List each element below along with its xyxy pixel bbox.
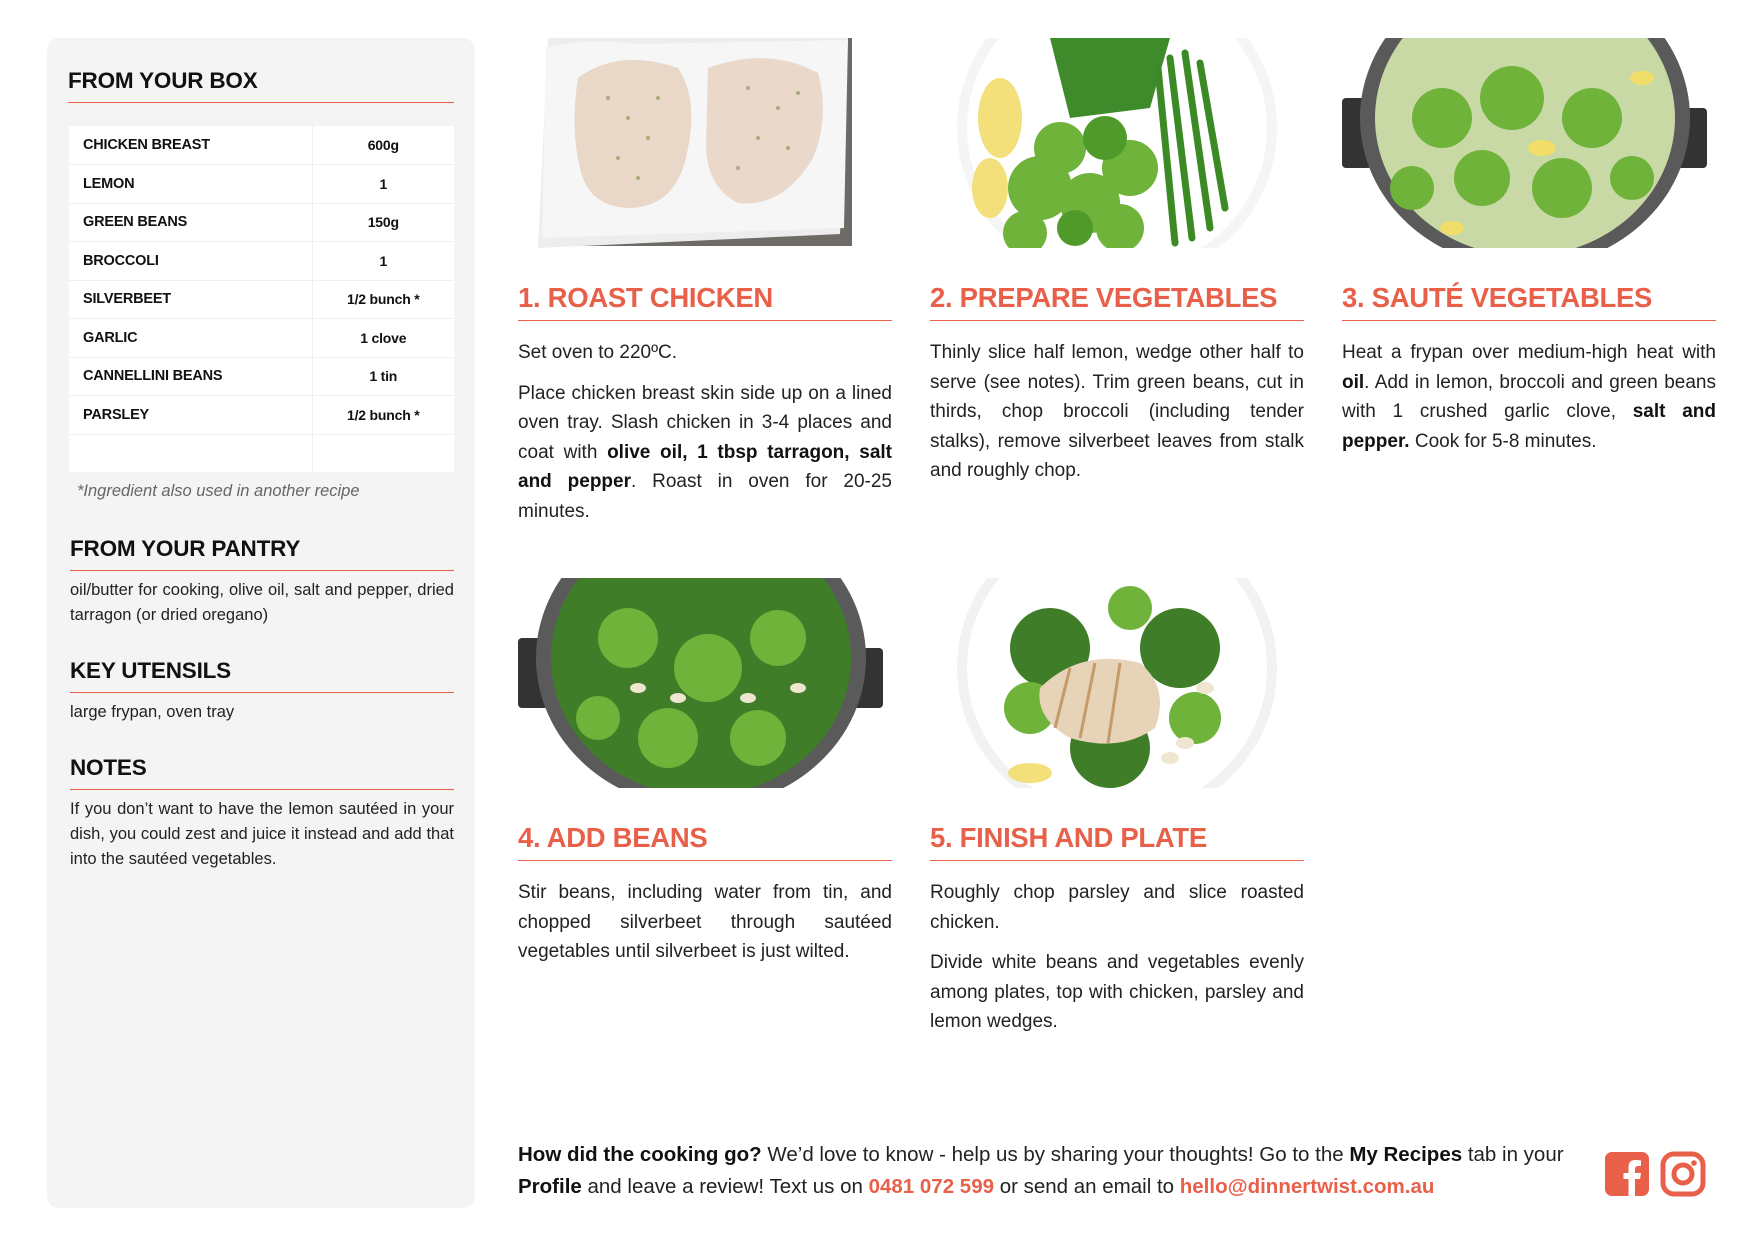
table-row [69,165,454,204]
ingredient-name: GREEN BEANS [69,203,312,242]
from-your-pantry-heading: FROM YOUR PANTRY [70,536,454,571]
step-2-body [930,338,1304,497]
beans-in-frypan-image [518,578,892,788]
table-row [69,126,454,165]
notes-heading: NOTES [70,755,454,790]
ingredient-qty: 150g [312,203,454,242]
ingredient-qty: 1 tin [312,357,454,396]
ingredient-name: BROCCOLI [69,242,312,281]
key-utensils-heading: KEY UTENSILS [70,658,454,693]
ingredient-footnote: *Ingredient also used in another recipe [77,482,360,500]
my-recipes-link[interactable]: My Recipes [1349,1143,1463,1166]
notes-text: If you don’t want to have the lemon sautéed in your dish, you could zest and juice it instead and add that into the sautéed vegetables. [70,800,454,868]
ingredient-name: CHICKEN BREAST [69,126,312,165]
table-row [69,280,454,319]
ingredient-qty: 1/2 bunch * [312,280,454,319]
utensils-text: large frypan, oven tray [70,703,235,721]
review-footer: How did the cooking go? We’d love to know - help us by sharing your thoughts! Go to the My Recipes tab in your Profile and leave a review! Text us on 0481 072 599 or send an email to hello@dinnertwist.com.au [518,1143,1564,1198]
ingredient-qty: 1 [312,242,454,281]
step-1-body [518,338,892,537]
ingredient-qty: 1 clove [312,319,454,358]
step-4-title: 4. ADD BEANS [518,822,892,861]
footer-question: How did the cooking go? [518,1143,762,1166]
table-row [69,396,454,435]
ingredients-table [69,126,454,472]
instagram-icon[interactable] [1660,1151,1706,1197]
table-row [69,357,454,396]
table-row [69,203,454,242]
step-1-text: Place chicken breast skin side up on a lined oven tray. Slash chicken in 3-4 places and coat with olive oil, 1 tbsp tarragon, salt and pepper. Roast in oven for 20-25 minutes. [518,382,892,522]
step-5-text: Divide white beans and vegetables evenly among plates, top with chicken, parsley and lemon wedges. [930,952,1304,1032]
vegetables-in-frypan-image [1342,38,1716,248]
step-4-text: Stir beans, including water from tin, and chopped silverbeet through sautéed vegetables until silverbeet is just wilted. [518,882,892,962]
ingredient-qty: 600g [312,126,454,165]
step-3-title: 3. SAUTÉ VEGETABLES [1342,282,1716,321]
ingredient-name: CANNELLINI BEANS [69,357,312,396]
chopped-vegetables-image [930,38,1304,248]
step-2-text: Thinly slice half lemon, wedge other half to serve (see notes). Trim green beans, cut in thirds, chop broccoli (including tender stalks), remove silverbeet leaves from stalk and roughly chop. [930,342,1304,481]
ingredient-name: SILVERBEET [69,280,312,319]
table-row [69,319,454,358]
ingredient-name: LEMON [69,165,312,204]
step-1-title: 1. ROAST CHICKEN [518,282,892,321]
table-row-empty [69,434,454,472]
step-1-text: Set oven to 220ºC. [518,342,678,363]
step-2-title: 2. PREPARE VEGETABLES [930,282,1304,321]
ingredient-qty: 1 [312,165,454,204]
plated-dish-image [930,578,1304,788]
step-5-title: 5. FINISH AND PLATE [930,822,1304,861]
ingredient-qty: 1/2 bunch * [312,396,454,435]
ingredient-name: PARSLEY [69,396,312,435]
profile-link[interactable]: Profile [518,1174,582,1198]
pantry-text: oil/butter for cooking, olive oil, salt and pepper, dried tarragon (or dried oregano) [70,581,454,624]
step-5-text: Roughly chop parsley and slice roasted chicken. [930,882,1304,933]
facebook-icon[interactable] [1604,1151,1650,1197]
step-5-body [930,878,1304,1048]
step-3-body [1342,338,1716,467]
table-row [69,242,454,281]
ingredient-name: GARLIC [69,319,312,358]
from-your-box-heading: FROM YOUR BOX [68,68,454,103]
step-3-text: Heat a frypan over medium-high heat with oil. Add in lemon, broccoli and green beans with 1 crushed garlic clove, salt and pepper. Cook for 5-8 minutes. [1342,342,1716,452]
ingredients-sidebar [47,38,475,1208]
step-4-body [518,878,892,978]
email-link[interactable]: hello@dinnertwist.com.au [1179,1174,1435,1198]
roast-chicken-image [518,38,892,248]
phone-link[interactable]: 0481 072 599 [868,1174,994,1198]
